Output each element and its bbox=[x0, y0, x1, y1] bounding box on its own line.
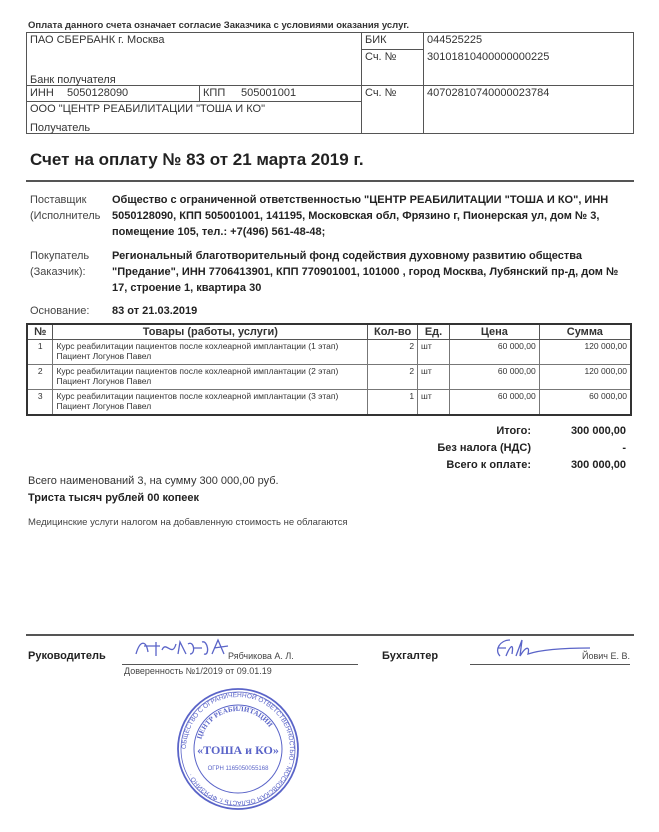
kpp-value: 505001001 bbox=[241, 87, 297, 99]
bank-name: ПАО СБЕРБАНК г. Москва bbox=[30, 34, 165, 46]
col-header-price: Цена bbox=[450, 324, 540, 340]
row-price: 60 000,00 bbox=[450, 340, 540, 365]
account-value: 40702810740000023784 bbox=[427, 87, 550, 99]
col-header-unit: Ед. bbox=[418, 324, 450, 340]
kpp-label: КПП bbox=[203, 87, 226, 99]
row-number: 2 bbox=[27, 365, 53, 390]
accountant-signature-line bbox=[470, 664, 630, 665]
bik-value: 044525225 bbox=[427, 34, 483, 46]
invoice-title: Счет на оплату № 83 от 21 марта 2019 г. bbox=[30, 150, 364, 169]
amount-in-words: Триста тысяч рублей 00 копеек bbox=[28, 492, 199, 504]
row-sum: 120 000,00 bbox=[539, 340, 631, 365]
summary-line: Всего наименований 3, на сумму 300 000,00 руб. bbox=[28, 475, 279, 487]
row-goods: Курс реабилитации пациентов после кохлеарной имплантации (3 этап) Пациент Логунов Павел bbox=[53, 390, 368, 416]
supplier-label-sub: (Исполнитель bbox=[30, 210, 101, 222]
row-goods: Курс реабилитации пациентов после кохлеарной имплантации (2 этап) Пациент Логунов Павел bbox=[53, 365, 368, 390]
row-goods: Курс реабилитации пациентов после кохлеарной имплантации (1 этап) Пациент Логунов Павел bbox=[53, 340, 368, 365]
row-price: 60 000,00 bbox=[450, 390, 540, 416]
col-header-goods: Товары (работы, услуги) bbox=[53, 324, 368, 340]
col-header-qty: Кол-во bbox=[368, 324, 418, 340]
payment-notice: Оплата данного счета означает согласие Заказчика с условиями оказания услуг. bbox=[28, 20, 410, 31]
company-stamp bbox=[175, 686, 301, 812]
stamp-ogrn: ОГРН 1165050055168 bbox=[207, 766, 269, 772]
row-price: 60 000,00 bbox=[450, 365, 540, 390]
svg-text:ЦЕНТР РЕАБИЛИТАЦИИ bbox=[195, 705, 274, 740]
row-sum: 60 000,00 bbox=[539, 390, 631, 416]
vat-note: Медицинские услуги налогом на добавленную стоимость не облагаются bbox=[28, 517, 348, 528]
vat-value: - bbox=[622, 442, 626, 454]
table-row bbox=[27, 365, 631, 390]
stamp-outer-text: ОБЩЕСТВО С ОГРАНИЧЕННОЙ ОТВЕТСТВЕННОСТЬЮ · МОСКОВСКАЯ ОБЛАСТЬ г. ФРЯЗИНО · bbox=[180, 691, 296, 807]
supplier-label: Поставщик bbox=[30, 194, 87, 206]
due-value: 300 000,00 bbox=[570, 459, 626, 471]
total-label: Итого: bbox=[496, 425, 531, 437]
buyer-label: Покупатель bbox=[30, 250, 90, 262]
vat-label: Без налога (НДС) bbox=[437, 442, 531, 454]
table-row bbox=[27, 390, 631, 416]
accountant-label: Бухгалтер bbox=[382, 650, 439, 662]
row-sum: 120 000,00 bbox=[539, 365, 631, 390]
row-number: 1 bbox=[27, 340, 53, 365]
account-label: Сч. № bbox=[365, 87, 397, 99]
row-qty: 2 bbox=[368, 365, 418, 390]
col-header-sum: Сумма bbox=[539, 324, 631, 340]
col-header-number: № bbox=[27, 324, 53, 340]
basis-label: Основание: bbox=[30, 305, 90, 317]
inn-label: ИНН bbox=[30, 87, 54, 99]
supplier-details: Общество с ограниченной ответственностью "ЦЕНТР РЕАБИЛИТАЦИИ "ТОША И КО", ИНН 5050128090, КПП 505001001, 141195, Московская обл, Фрязино г, Пионерская ул, дом № 3, помещение 105, тел.: +7(496) 561-48-48; bbox=[112, 194, 609, 238]
title-divider bbox=[26, 180, 634, 182]
due-label: Всего к оплате: bbox=[446, 459, 531, 471]
items-table bbox=[26, 323, 632, 416]
recipient-caption: Получатель bbox=[30, 122, 91, 134]
row-number: 3 bbox=[27, 390, 53, 416]
row-unit: шт bbox=[418, 365, 450, 390]
director-name: Рябчикова А. Л. bbox=[228, 651, 294, 661]
row-qty: 2 bbox=[368, 340, 418, 365]
stamp-inner-text: ЦЕНТР РЕАБИЛИТАЦИИ bbox=[195, 704, 275, 741]
row-unit: шт bbox=[418, 340, 450, 365]
row-unit: шт bbox=[418, 390, 450, 416]
stamp-center-text: «ТОША и КО» bbox=[197, 743, 279, 757]
inn-value: 5050128090 bbox=[67, 87, 129, 99]
buyer-label-sub: (Заказчик): bbox=[30, 266, 86, 278]
corr-account-label: Сч. № bbox=[365, 51, 397, 63]
director-signature-line bbox=[122, 664, 358, 665]
bik-label: БИК bbox=[365, 34, 387, 46]
bank-caption: Банк получателя bbox=[30, 74, 116, 86]
recipient-name: ООО "ЦЕНТР РЕАБИЛИТАЦИИ "ТОША И КО" bbox=[30, 103, 265, 115]
corr-account-value: 30101810400000000225 bbox=[427, 51, 550, 63]
accountant-name: Йович Е. В. bbox=[582, 651, 630, 661]
table-header-row bbox=[27, 324, 631, 340]
basis-value: 83 от 21.03.2019 bbox=[112, 305, 198, 317]
buyer-details: Региональный благотворительный фонд содействия духовному развитию общества "Предание", ИНН 7706413901, КПП 770901001, 101000 , город Москва, Лубянский пр-д, дом № 17, строение 1, квартира 30 bbox=[112, 250, 619, 294]
table-row bbox=[27, 340, 631, 365]
bank-details-table bbox=[26, 32, 634, 134]
director-proxy: Доверенность №1/2019 от 09.01.19 bbox=[124, 666, 272, 676]
total-value: 300 000,00 bbox=[570, 425, 626, 437]
row-qty: 1 bbox=[368, 390, 418, 416]
director-label: Руководитель bbox=[28, 650, 106, 662]
